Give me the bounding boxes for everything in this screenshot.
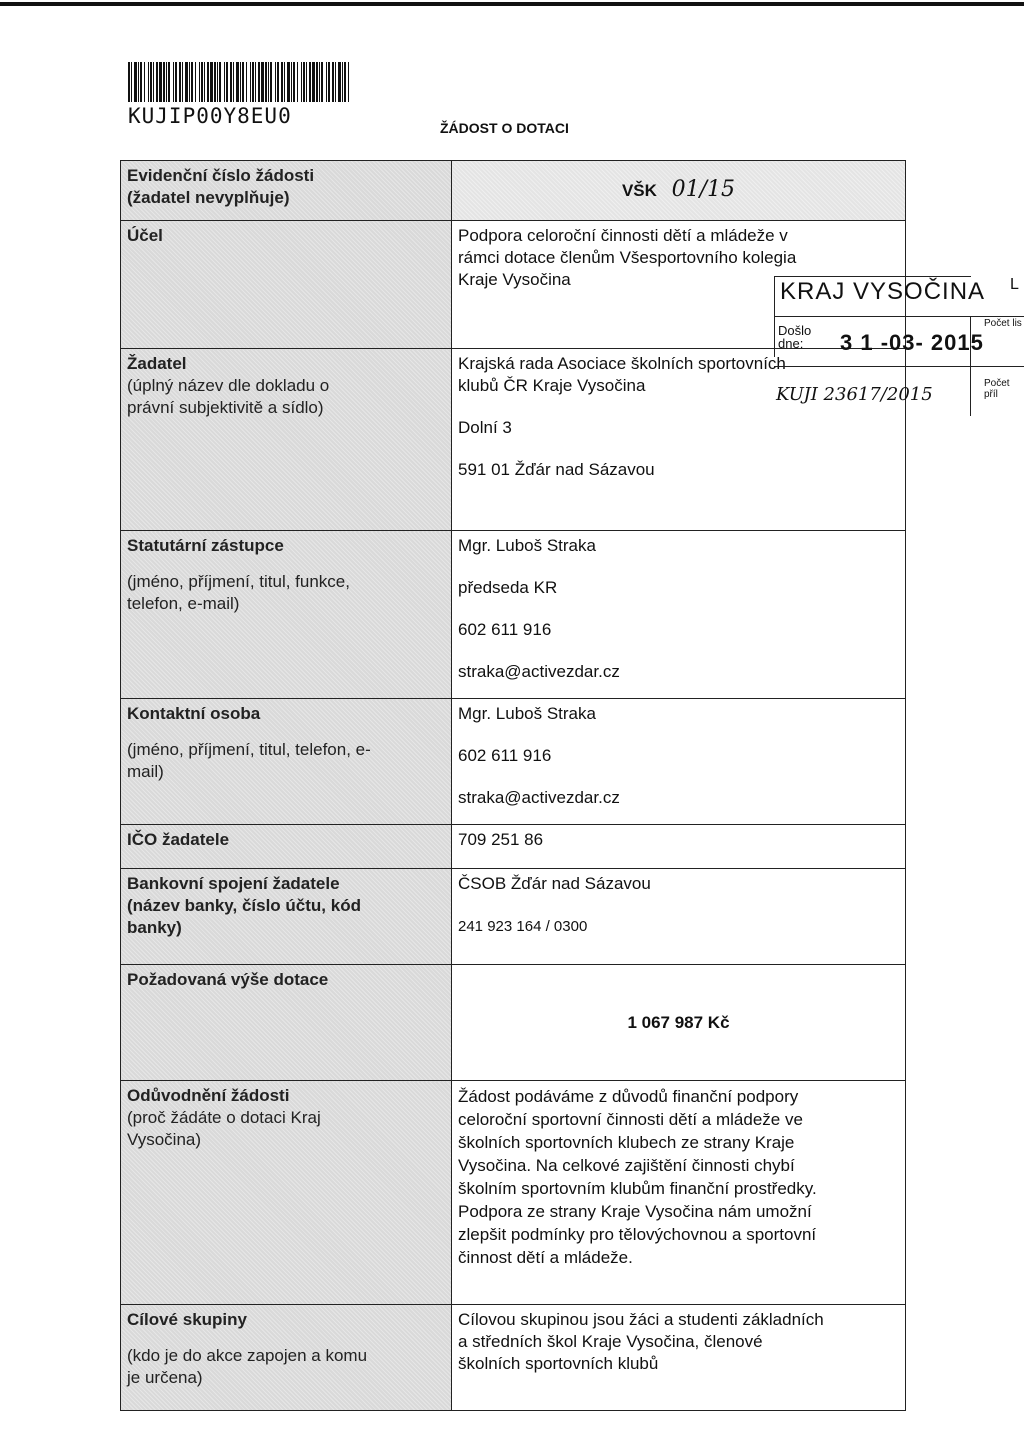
barcode-bar bbox=[175, 62, 177, 102]
barcode-bar bbox=[270, 62, 272, 102]
barcode-bar bbox=[156, 62, 158, 102]
label-amount: Požadovaná výše dotace bbox=[121, 965, 452, 1081]
stamp-sheet-count-label: Počet lis bbox=[984, 318, 1022, 329]
barcode-bar bbox=[316, 62, 318, 102]
barcode-bar bbox=[242, 62, 244, 102]
barcode-bar bbox=[134, 62, 137, 102]
barcode-bar bbox=[128, 62, 130, 102]
barcode-bar bbox=[284, 62, 285, 102]
label-applicant: Žadatel (úplný název dle dokladu o právní subjektivitě a sídlo) bbox=[121, 349, 452, 531]
label-ico: IČO žadatele bbox=[121, 825, 452, 869]
barcode-bar bbox=[207, 62, 209, 102]
barcode-bar bbox=[268, 62, 269, 102]
stamp-attachment-count-label: Počet příl bbox=[984, 378, 1010, 400]
label-bank: Bankovní spojení žadatele (název banky, číslo účtu, kód banky) bbox=[121, 869, 452, 965]
barcode-bar bbox=[281, 62, 283, 102]
evidence-handwritten: 01/15 bbox=[671, 177, 736, 202]
barcode-bar bbox=[301, 62, 302, 102]
barcode-bar bbox=[140, 62, 142, 102]
barcode-bar bbox=[326, 62, 327, 102]
row-contact bbox=[121, 699, 906, 825]
value-bank: ČSOB Žďár nad Sázavou 241 923 164 / 0300 bbox=[452, 869, 906, 965]
stamp-title-extra: L bbox=[1010, 276, 1019, 293]
barcode-bar bbox=[226, 62, 228, 102]
barcode-bar bbox=[131, 62, 132, 102]
value-evidence-number bbox=[452, 161, 906, 221]
barcode-bar bbox=[138, 62, 139, 102]
barcode-bar bbox=[150, 62, 152, 102]
barcode-bar bbox=[335, 62, 336, 102]
barcode-bar bbox=[293, 62, 295, 102]
barcode-bar bbox=[277, 62, 279, 102]
barcode-bar bbox=[255, 62, 256, 102]
label-contact: Kontaktní osoba (jméno, příjmení, titul, telefon, e- mail) bbox=[121, 699, 452, 825]
label-justification: Odůvodnění žádosti (proč žádáte o dotaci Kraj Vysočina) bbox=[121, 1081, 452, 1305]
barcode-bar bbox=[306, 62, 307, 102]
barcode-bar bbox=[166, 62, 167, 102]
barcode-bar bbox=[199, 62, 200, 102]
value-statutory: Mgr. Luboš Straka předseda KR 602 611 916 straka@activezdar.cz bbox=[452, 531, 906, 699]
barcode-bar bbox=[332, 62, 334, 102]
barcode-bar bbox=[179, 62, 181, 102]
barcode-bar bbox=[224, 62, 225, 102]
barcode-bar bbox=[217, 62, 218, 102]
document-title: ŽÁDOST O DOTACI bbox=[440, 120, 569, 136]
stamp-registration-row bbox=[774, 366, 1024, 367]
barcode-bar bbox=[319, 62, 320, 102]
barcode-bar bbox=[291, 62, 292, 102]
row-bank bbox=[121, 869, 906, 965]
barcode bbox=[128, 62, 354, 102]
barcode-bar bbox=[321, 62, 323, 102]
value-contact: Mgr. Luboš Straka 602 611 916 straka@activezdar.cz bbox=[452, 699, 906, 825]
barcode-bar bbox=[159, 62, 162, 102]
barcode-bar bbox=[201, 62, 203, 102]
row-amount bbox=[121, 965, 906, 1081]
barcode-bar bbox=[261, 62, 264, 102]
barcode-bar bbox=[182, 62, 183, 102]
stamp-title: KRAJ VYSOČINA bbox=[780, 278, 986, 305]
barcode-bar bbox=[230, 62, 232, 102]
barcode-bar bbox=[195, 62, 196, 102]
row-evidence-number bbox=[121, 161, 906, 221]
value-ico: 709 251 86 bbox=[452, 825, 906, 869]
barcode-bar bbox=[191, 62, 193, 102]
barcode-bar bbox=[185, 62, 188, 102]
evidence-prefix: VŠK bbox=[621, 181, 657, 200]
registry-stamp bbox=[774, 266, 1024, 414]
barcode-bar bbox=[163, 62, 165, 102]
barcode-bar bbox=[303, 62, 305, 102]
barcode-bar bbox=[210, 62, 213, 102]
barcode-bar bbox=[144, 62, 145, 102]
row-target-groups bbox=[121, 1305, 906, 1411]
label-purpose: Účel bbox=[121, 221, 452, 349]
barcode-bar bbox=[240, 62, 241, 102]
scan-top-border bbox=[0, 2, 1024, 6]
barcode-bar bbox=[148, 62, 149, 102]
barcode-bar bbox=[252, 62, 254, 102]
stamp-received-label: Došlo dne: bbox=[778, 323, 812, 351]
barcode-bar bbox=[338, 62, 341, 102]
barcode-bar bbox=[153, 62, 154, 102]
value-amount: 1 067 987 Kč bbox=[452, 965, 906, 1081]
barcode-bar bbox=[214, 62, 216, 102]
barcode-bar bbox=[250, 62, 251, 102]
barcode-number: KUJIP00Y8EU0 bbox=[128, 104, 292, 128]
label-target-groups: Cílové skupiny (kdo je do akce zapojen a komu je určena) bbox=[121, 1305, 452, 1411]
row-ico bbox=[121, 825, 906, 869]
barcode-bar bbox=[309, 62, 311, 102]
barcode-bar bbox=[233, 62, 234, 102]
barcode-bar bbox=[168, 62, 170, 102]
barcode-bar bbox=[297, 62, 298, 102]
stamp-date: 3 1 -03- 2015 bbox=[840, 330, 984, 355]
barcode-bar bbox=[236, 62, 239, 102]
barcode-bar bbox=[312, 62, 315, 102]
barcode-bar bbox=[287, 62, 290, 102]
value-applicant: Krajská rada Asociace školních sportovních klubů ČR Kraje Vysočina Dolní 3 591 01 Žďár nad Sázavou bbox=[452, 349, 906, 531]
barcode-bar bbox=[219, 62, 221, 102]
value-justification: Žádost podáváme z důvodů finanční podpory celoroční sportovní činnosti dětí a mládeže ve školních sportovních klubech ze strany Kraje Vysočina. Na celkové zajištění činnosti chybí školním sportovním klubům finanční prostředky. Podpora ze strany Kraje Vysočina nám umožní zlepšit podmínky pro tělovýchovnou a sportovní činnost dětí a mládeže. bbox=[452, 1081, 906, 1305]
value-target-groups: Cílovou skupinou jsou žáci a studenti základních a středních škol Kraje Vysočina, členové školních sportovních klubů bbox=[452, 1305, 906, 1411]
barcode-bar bbox=[173, 62, 174, 102]
barcode-bar bbox=[344, 62, 346, 102]
value-purpose: Podpora celoroční činnosti dětí a mládeže v rámci dotace členům Všesportovního kolegia Kraje Vysočina bbox=[452, 221, 906, 349]
barcode-bar bbox=[342, 62, 343, 102]
row-statutory bbox=[121, 531, 906, 699]
label-statutory: Statutární zástupce (jméno, příjmení, titul, funkce, telefon, e-mail) bbox=[121, 531, 452, 699]
row-justification bbox=[121, 1081, 906, 1305]
barcode-bar bbox=[348, 62, 349, 102]
barcode-bar bbox=[204, 62, 205, 102]
barcode-bar bbox=[246, 62, 247, 102]
label-evidence-number: Evidenční číslo žádosti (žadatel nevyplňuje) bbox=[121, 161, 452, 221]
stamp-registration-number: KUJI 23617/2015 bbox=[776, 384, 933, 405]
barcode-bar bbox=[265, 62, 267, 102]
barcode-bar bbox=[258, 62, 260, 102]
barcode-bar bbox=[275, 62, 276, 102]
barcode-bar bbox=[189, 62, 190, 102]
barcode-bar bbox=[328, 62, 330, 102]
